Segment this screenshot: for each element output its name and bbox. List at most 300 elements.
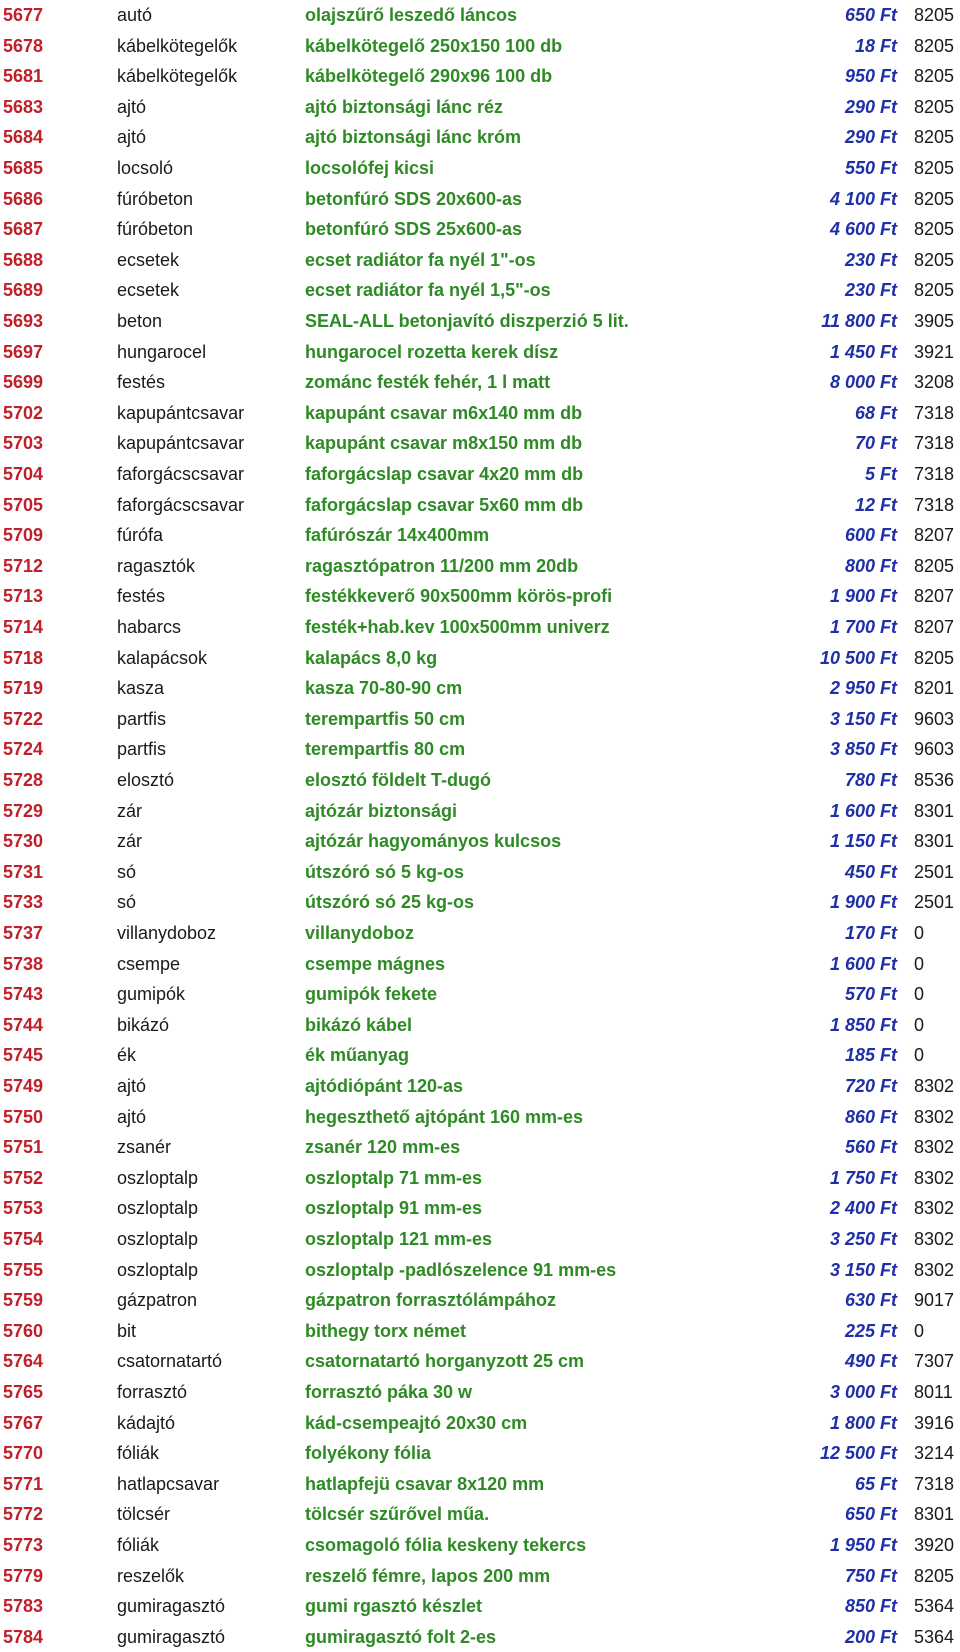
table-row [0, 1193, 960, 1223]
product-category: kábelkötegelők [117, 35, 238, 56]
product-category: csatornatartó [117, 1351, 223, 1372]
table-row [0, 918, 960, 948]
product-code: 5697 [3, 341, 44, 362]
product-group-code: 8205 [914, 66, 955, 87]
table-row [0, 0, 960, 30]
product-group-code: 8205 [914, 188, 955, 209]
product-code: 5737 [3, 923, 44, 943]
product-category: gumiragasztó [117, 1626, 226, 1647]
table-row [0, 551, 960, 581]
product-category: bit [117, 1320, 137, 1341]
product-code: 5730 [3, 831, 44, 852]
table-row [0, 673, 960, 703]
table-row [0, 1408, 960, 1438]
product-price: 570 Ft [844, 984, 897, 1005]
product-price: 185 Ft [844, 1045, 897, 1066]
product-code: 5770 [3, 1443, 44, 1464]
product-category: oszloptalp [117, 1259, 199, 1280]
product-name: terempartfis 80 cm [305, 739, 466, 760]
table-row [0, 1530, 960, 1560]
product-code: 5724 [3, 739, 44, 760]
product-code: 5713 [3, 586, 44, 607]
product-name: elosztó földelt T-dugó [305, 770, 491, 790]
product-price: 170 Ft [844, 923, 897, 943]
product-price: 650 Ft [844, 5, 897, 25]
product-category: ék [117, 1045, 137, 1066]
product-code: 5750 [3, 1106, 44, 1127]
table-row [0, 306, 960, 336]
table-row [0, 1163, 960, 1193]
product-name: olajszűrő leszedő láncos [305, 5, 518, 25]
product-group-code: 8302 [914, 1198, 955, 1219]
table-row [0, 1346, 960, 1376]
product-name: gumiragasztó folt 2-es [305, 1626, 497, 1647]
table-row [0, 92, 960, 122]
product-code: 5703 [3, 433, 44, 454]
product-code: 5719 [3, 678, 44, 699]
product-code: 5677 [3, 5, 44, 25]
product-group-code: 8302 [914, 1137, 955, 1158]
product-price: 11 800 Ft [821, 311, 897, 331]
product-category: ecsetek [117, 280, 180, 301]
product-name: folyékony fólia [305, 1443, 432, 1464]
product-category: oszloptalp [117, 1167, 199, 1188]
product-group-code: 7318 [914, 464, 955, 484]
product-code: 5678 [3, 35, 44, 56]
product-code: 5759 [3, 1290, 44, 1311]
table-row [0, 1561, 960, 1591]
product-name: ajtódiópánt 120-as [305, 1076, 464, 1096]
product-group-code: 8536 [914, 770, 955, 790]
product-category: kapupántcsavar [117, 433, 245, 454]
product-name: hatlapfejü csavar 8x120 mm [305, 1473, 545, 1494]
product-price: 290 Ft [844, 96, 897, 117]
table-row [0, 367, 960, 397]
product-code: 5743 [3, 984, 44, 1005]
table-row [0, 1285, 960, 1315]
product-group-code: 7318 [914, 494, 955, 515]
product-category: gumipók [117, 984, 186, 1005]
product-group-code: 5364 [914, 1626, 955, 1647]
product-category: gázpatron [117, 1290, 198, 1311]
product-code: 5751 [3, 1137, 44, 1158]
product-code: 5764 [3, 1351, 44, 1372]
product-name: kapupánt csavar m6x140 mm db [305, 402, 583, 423]
product-group-code: 0 [914, 1320, 925, 1341]
table-row [0, 1591, 960, 1621]
table-row [0, 1102, 960, 1132]
table-row [0, 796, 960, 826]
product-price: 1 600 Ft [829, 800, 897, 821]
product-group-code: 8302 [914, 1106, 955, 1127]
product-price: 490 Ft [844, 1351, 897, 1372]
product-category: fúróbeton [117, 188, 194, 209]
product-name: oszloptalp 121 mm-es [305, 1229, 493, 1249]
product-category: ecsetek [117, 249, 180, 270]
product-code: 5783 [3, 1596, 44, 1617]
product-name: ecset radiátor fa nyél 1,5"-os [305, 280, 551, 301]
product-price: 720 Ft [844, 1076, 897, 1096]
product-category: kalapácsok [117, 647, 208, 668]
product-category: villanydoboz [117, 923, 217, 943]
product-group-code: 8301 [914, 800, 955, 821]
product-price: 1 850 Ft [829, 1014, 897, 1035]
product-group-code: 8205 [914, 127, 955, 148]
product-name: faforgácslap csavar 5x60 mm db [305, 494, 584, 515]
product-name: útszóró só 25 kg-os [305, 892, 475, 913]
product-category: locsoló [117, 158, 174, 178]
product-category: reszelők [117, 1565, 185, 1586]
product-group-code: 8205 [914, 555, 955, 576]
product-group-code: 8205 [914, 219, 955, 240]
product-code: 5693 [3, 311, 44, 331]
product-code: 5753 [3, 1198, 44, 1219]
product-code: 5744 [3, 1014, 44, 1035]
product-price: 3 250 Ft [829, 1229, 897, 1249]
product-name: kád-csempeajtó 20x30 cm [305, 1412, 528, 1433]
product-category: kapupántcsavar [117, 402, 245, 423]
product-price: 12 500 Ft [819, 1443, 897, 1464]
product-group-code: 9603 [914, 708, 955, 729]
product-group-code: 0 [914, 923, 925, 943]
product-category: só [117, 892, 137, 913]
product-name: ecset radiátor fa nyél 1"-os [305, 249, 536, 270]
table-row [0, 949, 960, 979]
product-price: 4 600 Ft [829, 219, 897, 240]
product-code: 5687 [3, 219, 44, 240]
product-code: 5752 [3, 1167, 44, 1188]
product-name: ék műanyag [305, 1045, 410, 1066]
product-category: zár [117, 831, 143, 852]
product-code: 5681 [3, 66, 44, 87]
product-category: festés [117, 586, 166, 607]
product-category: oszloptalp [117, 1229, 199, 1249]
product-category: ajtó [117, 1106, 147, 1127]
product-price: 225 Ft [844, 1320, 897, 1341]
product-name: locsolófej kicsi [305, 158, 435, 178]
product-group-code: 8205 [914, 5, 955, 25]
product-name: kalapács 8,0 kg [305, 647, 438, 668]
product-category: hatlapcsavar [117, 1473, 220, 1494]
product-price: 630 Ft [844, 1290, 897, 1311]
product-code: 5709 [3, 525, 44, 546]
product-name: terempartfis 50 cm [305, 708, 466, 729]
product-price: 750 Ft [844, 1565, 897, 1586]
product-group-code: 8207 [914, 586, 955, 607]
product-name: forrasztó páka 30 w [305, 1382, 473, 1402]
product-category: autó [117, 5, 153, 25]
product-group-code: 8205 [914, 158, 955, 178]
product-price: 3 150 Ft [829, 708, 897, 729]
product-name: tölcsér szűrővel műa. [305, 1504, 490, 1525]
product-name: kapupánt csavar m8x150 mm db [305, 433, 583, 454]
product-group-code: 8302 [914, 1259, 955, 1280]
table-row [0, 1071, 960, 1101]
product-name: ajtó biztonsági lánc króm [305, 127, 522, 148]
product-price: 70 Ft [854, 433, 897, 454]
table-row [0, 612, 960, 642]
product-name: ajtózár hagyományos kulcsos [305, 831, 562, 852]
product-category: forrasztó [117, 1382, 188, 1402]
product-category: beton [117, 311, 163, 331]
table-row [0, 857, 960, 887]
table-row [0, 734, 960, 764]
product-group-code: 0 [914, 1014, 925, 1035]
product-category: ajtó [117, 96, 147, 117]
product-group-code: 8301 [914, 1504, 955, 1525]
table-row [0, 520, 960, 550]
product-group-code: 7318 [914, 402, 955, 423]
product-price: 1 600 Ft [829, 953, 897, 974]
product-group-code: 8301 [914, 831, 955, 852]
product-name: fafúrószár 14x400mm [305, 525, 490, 546]
product-group-code: 8205 [914, 280, 955, 301]
product-group-code: 7318 [914, 433, 955, 454]
product-code: 5745 [3, 1045, 44, 1066]
product-group-code: 3214 [914, 1443, 955, 1464]
table-row [0, 1377, 960, 1407]
product-code: 5718 [3, 647, 44, 668]
table-row [0, 428, 960, 458]
product-code: 5771 [3, 1473, 44, 1494]
product-category: zsanér [117, 1137, 172, 1158]
table-row [0, 398, 960, 428]
product-code: 5684 [3, 127, 44, 148]
product-name: festékkeverő 90x500mm körös-profi [305, 586, 613, 607]
product-group-code: 8302 [914, 1076, 955, 1096]
table-row [0, 1132, 960, 1162]
product-category: partfis [117, 708, 167, 729]
product-group-code: 8011 [914, 1382, 953, 1402]
product-category: ragasztók [117, 555, 196, 576]
product-group-code: 8302 [914, 1229, 955, 1249]
product-group-code: 8205 [914, 249, 955, 270]
product-price: 860 Ft [844, 1106, 897, 1127]
product-category: partfis [117, 739, 167, 760]
product-category: fúróbeton [117, 219, 194, 240]
product-code: 5749 [3, 1076, 44, 1096]
product-price: 1 750 Ft [829, 1167, 897, 1188]
product-category: festés [117, 372, 166, 393]
product-code: 5689 [3, 280, 44, 301]
product-code: 5754 [3, 1229, 44, 1249]
product-price: 850 Ft [844, 1596, 897, 1617]
product-price: 550 Ft [844, 158, 897, 178]
product-code: 5784 [3, 1626, 44, 1647]
product-name: kábelkötegelő 250x150 100 db [305, 35, 563, 56]
product-price: 3 850 Ft [829, 739, 897, 760]
product-code: 5712 [3, 555, 44, 576]
product-code: 5686 [3, 188, 44, 209]
table-row [0, 1316, 960, 1346]
product-name: útszóró só 5 kg-os [305, 861, 465, 882]
product-price: 5 Ft [864, 464, 897, 484]
product-group-code: 3916 [914, 1412, 955, 1433]
product-name: oszloptalp 91 mm-es [305, 1198, 483, 1219]
product-code: 5760 [3, 1320, 44, 1341]
table-row [0, 765, 960, 795]
table-row [0, 979, 960, 1009]
table-row [0, 1040, 960, 1070]
table-row [0, 337, 960, 367]
product-name: ajtózár biztonsági [305, 800, 458, 821]
product-group-code: 3208 [914, 372, 955, 393]
product-group-code: 3920 [914, 1535, 955, 1555]
product-name: gumipók fekete [305, 984, 438, 1005]
product-name: gumi rgasztó készlet [305, 1596, 483, 1617]
product-name: gázpatron forrasztólámpához [305, 1290, 557, 1311]
product-code: 5729 [3, 800, 44, 821]
table-row [0, 1224, 960, 1254]
product-category: kádajtó [117, 1412, 176, 1433]
product-group-code: 0 [914, 984, 925, 1005]
product-code: 5733 [3, 892, 44, 913]
table-row [0, 214, 960, 244]
table-row [0, 153, 960, 183]
product-group-code: 2501 [914, 861, 955, 882]
product-category: habarcs [117, 617, 182, 637]
product-code: 5765 [3, 1382, 44, 1402]
product-code: 5705 [3, 494, 44, 515]
product-price: 4 100 Ft [829, 188, 897, 209]
product-price: 3 150 Ft [829, 1259, 897, 1280]
product-price: 1 450 Ft [829, 341, 897, 362]
product-price: 3 000 Ft [829, 1382, 897, 1402]
product-code: 5728 [3, 770, 44, 790]
product-name: hungarocel rozetta kerek dísz [305, 341, 559, 362]
product-name: bithegy torx német [305, 1320, 467, 1341]
product-name: reszelő fémre, lapos 200 mm [305, 1565, 551, 1586]
product-category: csempe [117, 953, 181, 974]
product-category: elosztó [117, 770, 175, 790]
table-row [0, 61, 960, 91]
product-price: 2 950 Ft [829, 678, 897, 699]
product-category: faforgácscsavar [117, 494, 245, 515]
product-group-code: 8205 [914, 35, 955, 56]
product-category: ajtó [117, 1076, 147, 1096]
product-name: hegeszthető ajtópánt 160 mm-es [305, 1106, 584, 1127]
product-code: 5779 [3, 1565, 44, 1586]
table-row [0, 826, 960, 856]
product-group-code: 3905 [914, 311, 955, 331]
product-group-code: 8201 [914, 678, 955, 699]
product-category: fúrófa [117, 525, 164, 546]
product-group-code: 0 [914, 953, 925, 974]
product-group-code: 2501 [914, 892, 955, 913]
table-row [0, 887, 960, 917]
product-code: 5683 [3, 96, 44, 117]
product-code: 5699 [3, 372, 44, 393]
product-code: 5702 [3, 402, 44, 423]
product-name: csomagoló fólia keskeny tekercs [305, 1535, 587, 1555]
product-group-code: 8205 [914, 1565, 955, 1586]
product-price: 8 000 Ft [829, 372, 897, 393]
table-row [0, 643, 960, 673]
product-category: kábelkötegelők [117, 66, 238, 87]
product-name: ragasztópatron 11/200 mm 20db [305, 555, 579, 576]
product-name: csatornatartó horganyzott 25 cm [305, 1351, 585, 1372]
product-group-code: 8205 [914, 96, 955, 117]
product-code: 5685 [3, 158, 44, 178]
product-name: csempe mágnes [305, 953, 446, 974]
product-category: oszloptalp [117, 1198, 199, 1219]
product-group-code: 9017 [914, 1290, 955, 1311]
product-price: 65 Ft [854, 1473, 897, 1494]
product-price: 1 900 Ft [829, 892, 897, 913]
product-category: gumiragasztó [117, 1596, 226, 1617]
table-row [0, 459, 960, 489]
product-price: 800 Ft [844, 555, 897, 576]
product-name: kábelkötegelő 290x96 100 db [305, 66, 553, 87]
product-category: ajtó [117, 127, 147, 148]
product-price: 1 700 Ft [829, 617, 897, 637]
product-price: 12 Ft [854, 494, 897, 515]
product-name: bikázó kábel [305, 1014, 413, 1035]
product-price: 2 400 Ft [829, 1198, 897, 1219]
product-price: 950 Ft [844, 66, 897, 87]
product-price: 200 Ft [844, 1626, 897, 1647]
product-group-code: 9603 [914, 739, 955, 760]
product-category: zár [117, 800, 143, 821]
table-row [0, 1622, 960, 1652]
product-group-code: 7307 [914, 1351, 955, 1372]
table-row [0, 1499, 960, 1529]
product-category: kasza [117, 678, 165, 699]
product-group-code: 8207 [914, 617, 955, 637]
table-row [0, 1255, 960, 1285]
product-price: 560 Ft [844, 1137, 897, 1158]
table-row [0, 1469, 960, 1499]
product-name: festék+hab.kev 100x500mm univerz [305, 617, 610, 637]
table-row [0, 490, 960, 520]
product-name: zsanér 120 mm-es [305, 1137, 461, 1158]
product-price: 600 Ft [844, 525, 897, 546]
product-code: 5767 [3, 1412, 44, 1433]
table-row [0, 245, 960, 275]
product-code: 5773 [3, 1535, 44, 1555]
product-name: oszloptalp 71 mm-es [305, 1167, 483, 1188]
product-code: 5714 [3, 617, 44, 637]
product-name: ajtó biztonsági lánc réz [305, 96, 504, 117]
product-group-code: 5364 [914, 1596, 955, 1617]
product-category: tölcsér [117, 1504, 171, 1525]
product-category: fóliák [117, 1443, 160, 1464]
product-category: hungarocel [117, 341, 207, 362]
product-price: 650 Ft [844, 1504, 897, 1525]
product-name: kasza 70-80-90 cm [305, 678, 463, 699]
product-code: 5755 [3, 1259, 44, 1280]
product-category: faforgácscsavar [117, 464, 245, 484]
table-row [0, 122, 960, 152]
product-code: 5722 [3, 708, 44, 729]
product-group-code: 8205 [914, 647, 955, 668]
product-price: 230 Ft [844, 249, 897, 270]
table-row [0, 275, 960, 305]
product-name: betonfúró SDS 25x600-as [305, 219, 523, 240]
product-price: 230 Ft [844, 280, 897, 301]
table-row [0, 1010, 960, 1040]
product-group-code: 8302 [914, 1167, 955, 1188]
product-price: 1 800 Ft [829, 1412, 897, 1433]
product-category: só [117, 861, 137, 882]
product-price: 1 900 Ft [829, 586, 897, 607]
product-price: 450 Ft [844, 861, 897, 882]
product-category: fóliák [117, 1535, 160, 1555]
table-row [0, 581, 960, 611]
table-row [0, 704, 960, 734]
product-name: SEAL-ALL betonjavító diszperzió 5 lit. [305, 311, 629, 331]
table-row [0, 31, 960, 61]
